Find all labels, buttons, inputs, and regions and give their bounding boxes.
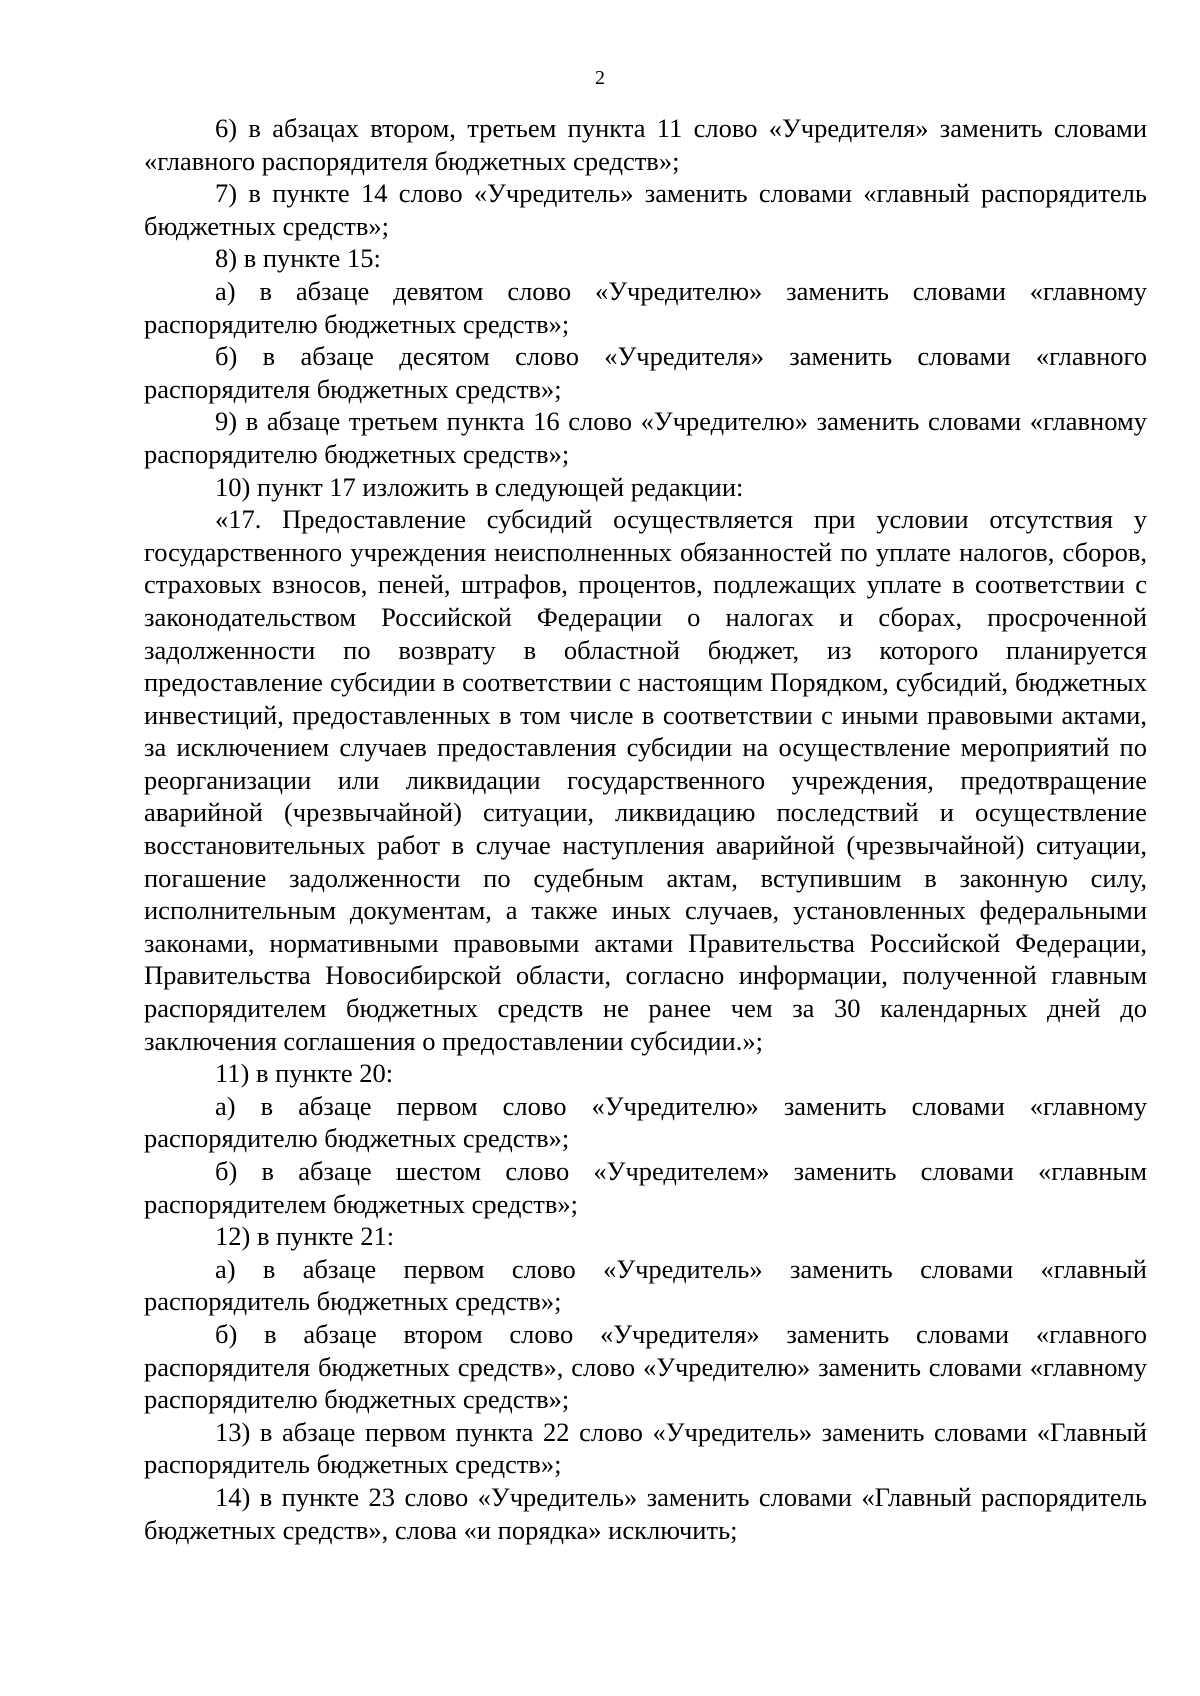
paragraph-item-10: 10) пункт 17 изложить в следующей редакции:: [215, 471, 744, 502]
paragraph-item-11a: а) в абзаце первом слово «Учредителю» заменить словами «главному распорядителю бюджетных средств»;: [144, 1090, 1147, 1154]
paragraph-item-11: 11) в пункте 20:: [215, 1058, 394, 1089]
paragraph-item-7: 7) в пункте 14 слово «Учредитель» заменить словами «главный распорядитель бюджетных средств»;: [144, 178, 1147, 241]
paragraph-item-8b: б) в абзаце десятом слово «Учредителя» заменить словами «главного распорядителя бюджетных средств»;: [144, 341, 1147, 404]
document-body: [144, 112, 1147, 1546]
paragraph-item-8a: а) в абзаце девятом слово «Учредителю» заменить словами «главному распорядителю бюджетных средств»;: [144, 275, 1147, 339]
page-number: 2: [595, 67, 605, 89]
paragraph-item-14: 14) в пункте 23 слово «Учредитель» заменить словами «Главный распорядитель бюджетных средств», слова «и порядка» исключить;: [144, 1481, 1147, 1545]
paragraph-item-13: 13) в абзаце первом пункта 22 слово «Учредитель» заменить словами «Главный распорядитель бюджетных средств»;: [144, 1416, 1147, 1480]
paragraph-item-9: 9) в абзаце третьем пункта 16 слово «Учредителю» заменить словами «главному распорядителю бюджетных средств»;: [144, 406, 1147, 469]
paragraph-item-12: 12) в пункте 21:: [215, 1221, 395, 1252]
paragraph-new-clause-17: «17. Предоставление субсидий осуществляется при условии отсутствия у государственного учреждения неисполненных обязанностей по уплате налогов, сборов, страховых взносов, пеней, штрафов, процентов, подлежащих уплате в соответствии с законодательством Российской Федерации о налогах и сборах, просроченной задолженности по возврату в областной бюджет, из которого планируется предоставление субсидии в соответствии с настоящим Порядком, субсидий, бюджетных инвестиций, предоставленных в том числе в соответствии с иными правовыми актами, за исключением случаев предоставления субсидии на осуществление мероприятий по реорганизации или ликвидации государственного учреждения, предотвращение аварийной (чрезвычайной) ситуации, ликвидацию последствий и осуществление восстановительных работ в случае наступления аварийной (чрезвычайной) ситуации, погашение задолженности по судебным актам, вступившим в законную силу, исполнительным документам, а также иных случаев, установленных федеральными законами, нормативными правовыми актами Правительства Российской Федерации, Правительства Новосибирской области, согласно информации, полученной главным распорядителем бюджетных средств не ранее чем за 30 календарных дней до заключения соглашения о предоставлении субсидии.»;: [144, 504, 1147, 1056]
paragraph-item-12a: а) в абзаце первом слово «Учредитель» заменить словами «главный распорядитель бюджетных средств»;: [144, 1253, 1147, 1317]
paragraph-item-11b: б) в абзаце шестом слово «Учредителем» заменить словами «главным распорядителем бюджетных средств»;: [144, 1156, 1147, 1219]
paragraph-item-6: 6) в абзацах втором, третьем пункта 11 слово «Учредителя» заменить словами «главного распорядителя бюджетных средств»;: [144, 113, 1147, 176]
paragraph-item-8: 8) в пункте 15:: [215, 243, 381, 274]
paragraph-item-12b: б) в абзаце втором слово «Учредителя» заменить словами «главного распорядителя бюджетных средств», слово «Учредителю» заменить словами «главному распорядителю бюджетных средств»;: [144, 1318, 1147, 1415]
